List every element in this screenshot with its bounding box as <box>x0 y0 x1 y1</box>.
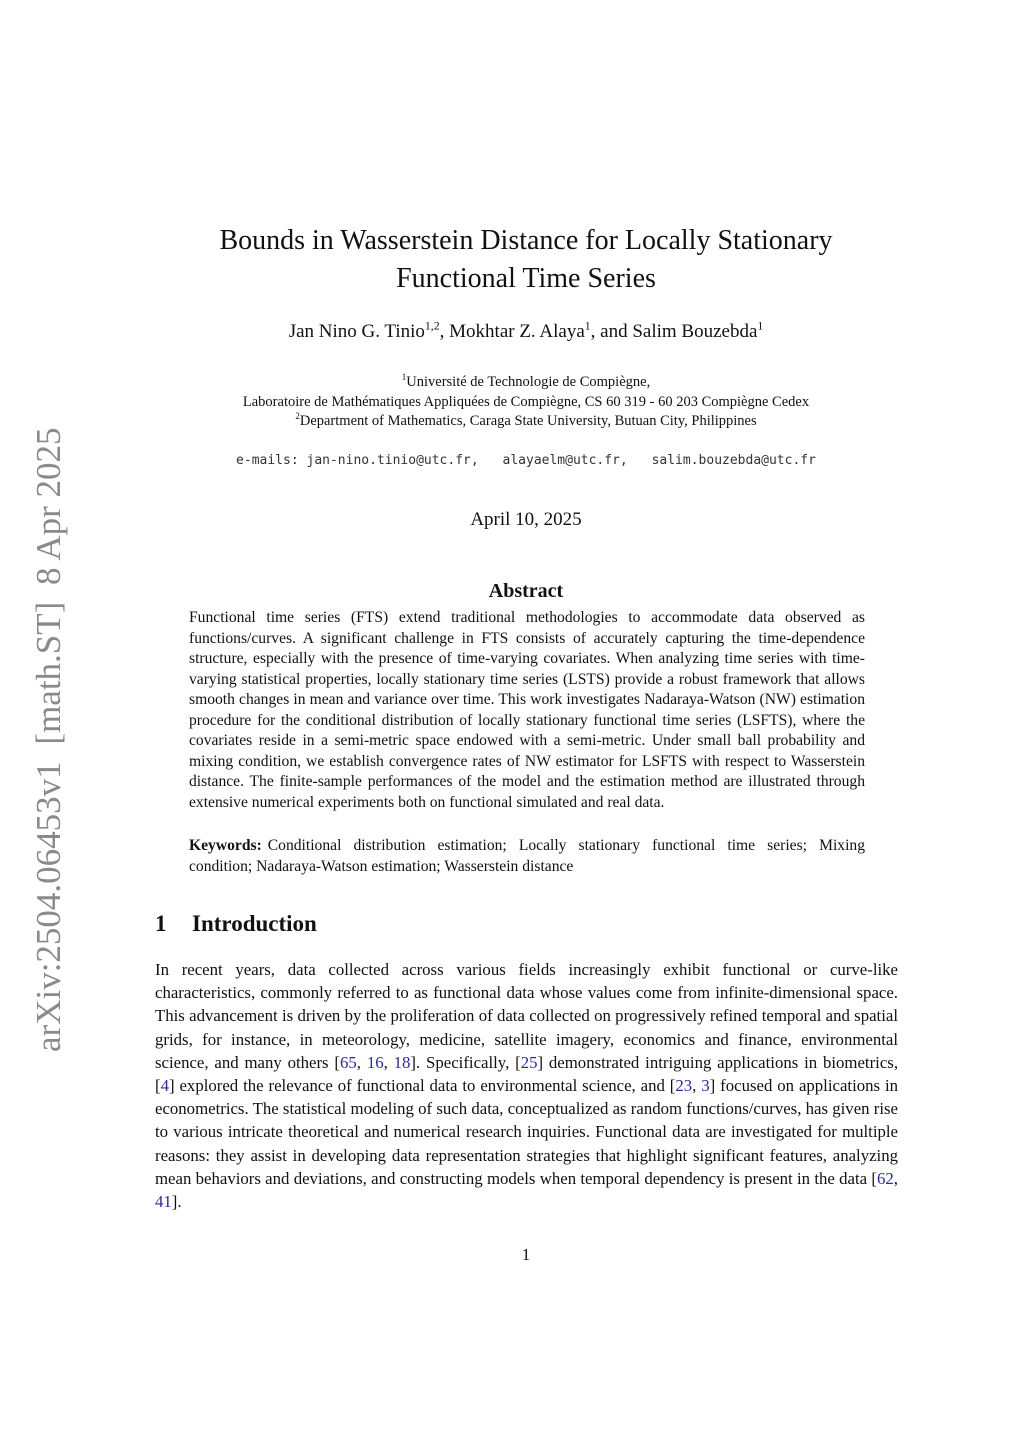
citation-link[interactable]: 16 <box>366 1052 384 1072</box>
intro-paragraph: In recent years, data collected across various fields increasingly exhibit functional or curve-like characteristics, commonly referred to as functional data whose values come from infinite-dimensional space. This advancement is driven by the proliferation of data collected on progressively refined temporal and spatial grids, for instance, in meteorology, medicine, satellite imagery, economics and finance, environmental science, and many others [65, 16, 18]. Specifically, [25] demonstrated intriguing applications in biometrics, [4] explored the relevance of functional data to environmental science, and [23, 3] focused on applications in econometrics. The statistical modeling of such data, conceptualized as random functions/curves, has given rise to various intricate theoretical and numerical research inquiries. Functional data are investigated for multiple reasons: they assist in developing data representation strategies that highlight significant features, analyzing mean behaviors and deviations, and constructing models when temporal dependency is present in the data [62, 41]. <box>155 960 899 1212</box>
affiliation-1-line-2: Laboratoire de Mathématiques Appliquées de Compiègne, CS 60 319 - 60 203 Compiègne Cedex <box>242 393 810 410</box>
citation-link[interactable]: 23 <box>675 1076 693 1096</box>
arxiv-date: 8 Apr 2025 <box>29 427 68 585</box>
abstract-body: Functional time series (FTS) extend traditional methodologies to accommodate data observed as functions/curves. A significant challenge in FTS consists of accurately capturing the time-dependence structure, especially with the presence of time-varying covariates. When analyzing time series with time-varying statistical properties, locally stationary time series (LSTS) provide a robust framework that allows smooth changes in mean and variance over time. This work investigates Nadaraya-Watson (NW) estimation procedure for the conditional distribution of locally stationary functional time series (LSFTS), where the covariates reside in a semi-metric space endowed with a semi-metric. Under small ball probability and mixing condition, we establish convergence rates of NW estimator for LSFTS with respect to Wasserstein distance. The finite-sample performances of the model and the estimation method are illustrated through extensive numerical experiments both on functional simulated and real data. <box>189 609 865 811</box>
author-2-affil: 1 <box>584 319 591 333</box>
title-line-2: Functional Time Series <box>396 263 656 294</box>
author-separator: , <box>439 321 450 342</box>
author-3-affil: 1 <box>757 319 764 333</box>
paper-title <box>150 222 902 298</box>
keywords <box>189 836 865 877</box>
affiliation-1-mark: 1 <box>401 372 407 383</box>
citation-link[interactable]: 18 <box>393 1052 411 1072</box>
affiliation-2-mark: 2 <box>295 411 300 422</box>
email-label: e-mails: <box>236 453 299 468</box>
keywords-label: Keywords: <box>189 837 262 854</box>
email-1[interactable]: jan-nino.tinio@utc.fr, <box>306 453 479 468</box>
affiliation-1-line-1: $^1$Université de Technologie de Compiègne, <box>401 372 651 390</box>
author-separator: , and <box>590 321 633 342</box>
citation-link[interactable]: 65 <box>340 1052 357 1072</box>
citation-link[interactable]: 41 <box>155 1192 172 1212</box>
page-number: 1 <box>521 1245 531 1264</box>
email-list <box>150 451 902 471</box>
email-3[interactable]: salim.bouzebda@utc.fr <box>651 453 816 468</box>
section-heading <box>155 909 317 939</box>
title-line-1: Bounds in Wasserstein Distance for Locally Stationary <box>219 225 833 256</box>
citation-link[interactable]: 62 <box>877 1168 894 1188</box>
section-title: Introduction <box>192 911 317 936</box>
citation-link[interactable]: 25 <box>520 1052 538 1072</box>
arxiv-category: [math.ST] <box>29 601 68 745</box>
author-list <box>150 319 902 345</box>
affiliation-2-line-1: $^2$Department of Mathematics, Caraga State University, Butuan City, Philippines <box>295 411 757 429</box>
citation-link[interactable]: 3 <box>701 1076 710 1096</box>
section-number: 1 <box>155 911 167 936</box>
keywords-text: Conditional distribution estimation; Locally stationary functional time series; Mixing condition; Nadaraya-Watson estimation; Wasserstein distance <box>189 837 865 875</box>
affiliations <box>150 373 902 432</box>
citation-link[interactable]: 4 <box>160 1076 169 1096</box>
paper-date: April 10, 2025 <box>470 509 582 530</box>
author-3: Salim Bouzebda <box>632 321 758 342</box>
author-2: Mokhtar Z. Alaya <box>449 321 585 342</box>
arxiv-id: arXiv:2504.06453v1 <box>29 761 68 1052</box>
arxiv-side-stamp <box>24 427 74 1056</box>
author-1: Jan Nino G. Tinio <box>288 321 425 342</box>
abstract-heading: Abstract <box>488 580 564 602</box>
email-2[interactable]: alayaelm@utc.fr, <box>502 453 628 468</box>
author-1-affil: 1,2 <box>424 319 440 333</box>
